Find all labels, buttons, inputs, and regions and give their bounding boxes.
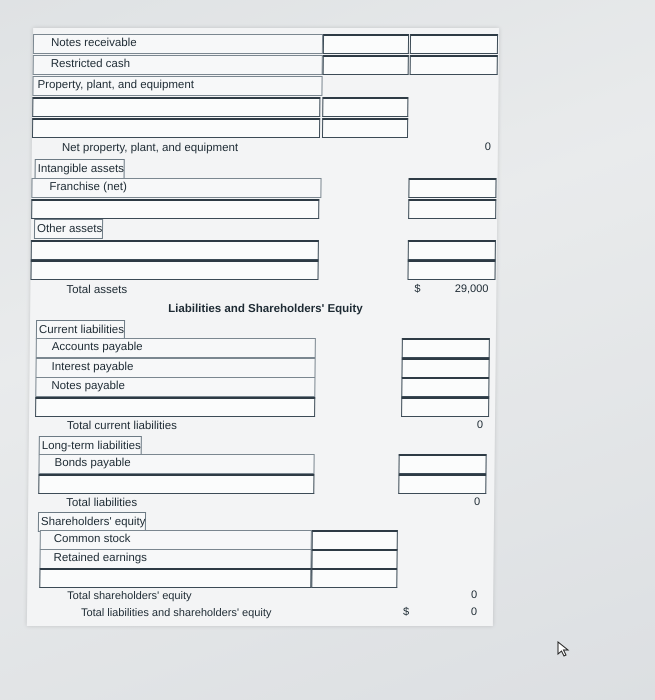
franchise-input[interactable] (408, 178, 496, 198)
bonds-payable-label: Bonds payable (54, 457, 131, 469)
ppe-label: Property, plant, and equipment (37, 79, 195, 91)
interest-payable-row (29, 358, 495, 378)
ppe-row (32, 76, 498, 96)
retained-earnings-row (27, 549, 493, 569)
extra-long-term-amount-input[interactable] (398, 474, 486, 494)
other-assets-entry-row-2 (30, 260, 496, 280)
shareholders-equity-label: Shareholders' equity (38, 512, 147, 532)
other-assets-label: Other assets (34, 219, 103, 239)
shareholders-equity-row (28, 512, 494, 532)
total-current-liabilities-label: Total current liabilities (66, 420, 177, 432)
bonds-payable-row (28, 454, 494, 474)
accounts-payable-label: Accounts payable (51, 341, 143, 353)
net-ppe-value: 0 (484, 141, 491, 153)
notes-payable-input[interactable] (401, 377, 489, 397)
restricted-cash-total-input[interactable] (410, 55, 498, 75)
extra-intangible-label-input[interactable] (31, 199, 319, 219)
retained-earnings-label: Retained earnings (53, 552, 147, 564)
extra-current-liability-amount-input[interactable] (401, 397, 489, 417)
extra-equity-amount-input[interactable] (311, 568, 397, 588)
total-assets-label: Total assets (66, 284, 128, 296)
franchise-extra-row (31, 199, 497, 219)
liabilities-equity-title: Liabilities and Shareholders' Equity (168, 303, 363, 315)
restricted-cash-label: Restricted cash (50, 58, 131, 70)
ppe-item-2-label-input[interactable] (32, 118, 320, 138)
other-assets-entry-row-1 (31, 240, 497, 260)
balance-sheet-worksheet (27, 28, 499, 626)
other-asset-1-amount-input[interactable] (408, 240, 496, 260)
notes-payable-row (29, 377, 495, 397)
net-ppe-label: Net property, plant, and equipment (61, 142, 239, 154)
total-liabilities-equity-label: Total liabilities and shareholders' equity (80, 607, 272, 619)
long-term-liabilities-row (29, 436, 495, 456)
total-liabilities-equity-value: 0 (470, 606, 478, 618)
total-assets-row (30, 281, 496, 301)
common-stock-input[interactable] (312, 530, 398, 550)
other-asset-1-label-input[interactable] (31, 240, 319, 260)
ppe-entry-row-1 (32, 97, 498, 117)
current-liabilities-label: Current liabilities (36, 320, 125, 340)
intangible-assets-label: Intangible assets (35, 159, 126, 179)
extra-intangible-amount-input[interactable] (408, 199, 496, 219)
total-liabilities-label: Total liabilities (66, 497, 138, 509)
common-stock-row (28, 530, 494, 550)
accounts-payable-input[interactable] (402, 338, 490, 358)
ppe-item-1-label-input[interactable] (32, 97, 320, 117)
extra-long-term-label-input[interactable] (38, 474, 314, 494)
ppe-entry-row-2 (32, 118, 498, 138)
notes-receivable-label: Notes receivable (50, 37, 137, 49)
franchise-row (31, 178, 497, 198)
total-current-liabilities-value: 0 (476, 419, 484, 431)
long-term-extra-row (28, 474, 494, 494)
total-shareholders-equity-value: 0 (471, 589, 478, 601)
restricted-cash-row (33, 55, 499, 75)
total-liabilities-value: 0 (473, 496, 481, 508)
mouse-pointer-icon (557, 641, 571, 657)
bonds-payable-input[interactable] (398, 454, 486, 474)
notes-receivable-input[interactable] (323, 34, 409, 54)
equity-extra-row (27, 568, 493, 588)
net-ppe-row (32, 139, 498, 159)
extra-current-liability-label-input[interactable] (35, 397, 315, 417)
total-liabilities-equity-row (27, 604, 493, 624)
interest-payable-input[interactable] (401, 358, 489, 378)
other-assets-row (31, 219, 497, 239)
total-liabilities-equity-currency: $ (402, 606, 410, 618)
current-liabilities-extra-row (29, 397, 495, 417)
common-stock-label: Common stock (53, 533, 131, 545)
accounts-payable-row (30, 338, 496, 358)
current-liabilities-row (30, 320, 496, 340)
ppe-item-2-amount-input[interactable] (322, 118, 408, 138)
other-asset-2-label-input[interactable] (30, 260, 318, 280)
long-term-liabilities-label: Long-term liabilities (39, 436, 142, 456)
intangible-assets-row (32, 159, 498, 179)
interest-payable-label: Interest payable (51, 361, 134, 373)
other-asset-2-amount-input[interactable] (407, 260, 495, 280)
total-liabilities-row (28, 494, 494, 514)
total-assets-currency: $ (414, 283, 421, 295)
extra-equity-label-input[interactable] (39, 568, 311, 588)
total-shareholders-equity-label: Total shareholders' equity (67, 590, 192, 602)
retained-earnings-input[interactable] (311, 549, 397, 569)
notes-receivable-row (33, 34, 499, 54)
restricted-cash-input[interactable] (323, 55, 409, 75)
franchise-label: Franchise (net) (49, 181, 127, 193)
ppe-item-1-amount-input[interactable] (322, 97, 408, 117)
notes-payable-label: Notes payable (51, 380, 125, 392)
total-current-liabilities-row (29, 417, 495, 437)
total-assets-value: 29,000 (454, 283, 489, 295)
notes-receivable-total-input[interactable] (410, 34, 498, 54)
